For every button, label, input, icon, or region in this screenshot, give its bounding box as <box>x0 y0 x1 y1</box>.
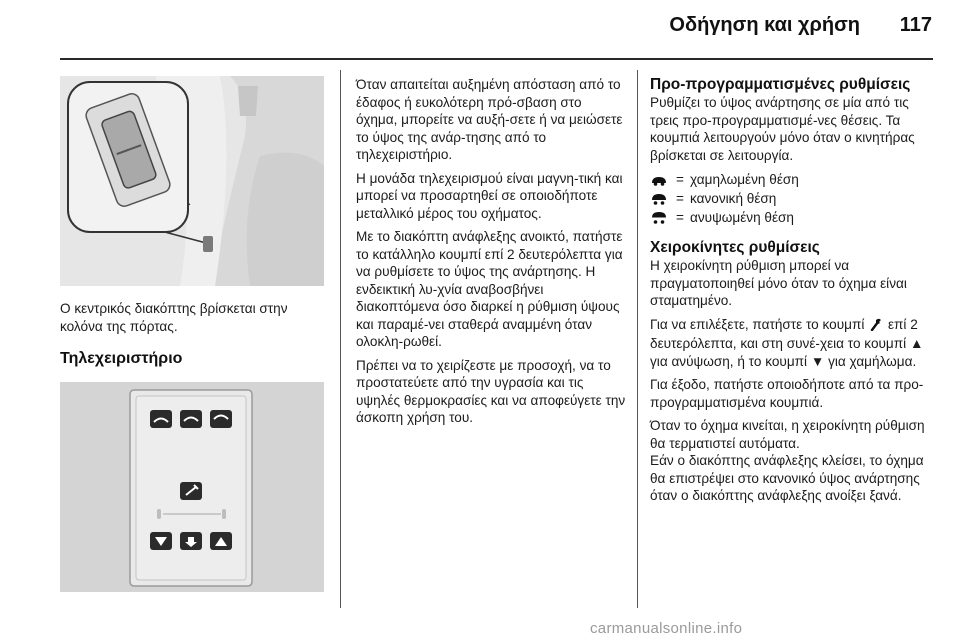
section-heading-presets: Προ-προγραμματισμένες ρυθμίσεις <box>650 76 911 93</box>
paragraph-manual-select <box>650 316 935 371</box>
paragraph: Όταν απαιτείται αυξημένη απόσταση από το έδαφος ή ευκολότερη πρό-σβαση στο όχημα, μπορείτε να αυξή-σετε ή να μειώσετε το ύψος της ανάρ-τησης από το τηλεχειριστήριο. <box>356 77 623 162</box>
up-arrow-icon: ▲ <box>909 336 924 351</box>
remote-control-illustration <box>60 382 324 592</box>
text-fragment: για ανύψωση, ή το κουμπί <box>650 353 808 369</box>
paragraph: Για έξοδο, πατήστε οποιοδήποτε από τα προ-προγραμματισμένα κουμπιά. <box>650 377 924 410</box>
column-divider <box>340 70 341 608</box>
figure-caption: Ο κεντρικός διακόπτης βρίσκεται στην κολόνα της πόρτας. <box>60 301 288 334</box>
equals-sign: = <box>676 190 684 206</box>
paragraph: Πρέπει να το χειρίζεστε με προσοχή, να το προστατεύετε από την υγρασία και τις υψηλές θερμοκρασίες και να αποφεύγετε την άσκοπη χρήση του. <box>356 357 626 425</box>
preset-buttons <box>150 410 232 428</box>
door-pillar-illustration <box>60 76 324 286</box>
section-heading-remote: Τηλεχειριστήριο <box>60 350 183 367</box>
watermark: carmanualsonline.info <box>590 620 743 637</box>
car-raised-icon <box>650 212 668 224</box>
paragraph: Εάν ο διακόπτης ανάφλεξης κλείσει, το όχημα θα επιστρέψει στο κανονικό ύψος ανάρτησης όταν ο διακόπτης ανάφλεξης ανοίξει ξανά. <box>650 453 924 503</box>
down-arrow-icon: ▼ <box>810 353 825 369</box>
paragraph: Η μονάδα τηλεχειρισμού είναι μαγνη-τική και μπορεί να προσαρτηθεί σε οποιοδήποτε μεταλλικό μέρος του οχήματος. <box>356 170 623 221</box>
wrench-icon <box>870 318 882 336</box>
right-column <box>650 76 935 511</box>
header-rule <box>60 58 933 60</box>
equals-sign: = <box>676 209 684 225</box>
position-label: χαμηλωμένη θέση <box>690 171 799 187</box>
car-lowered-icon <box>650 174 668 186</box>
column-divider <box>637 70 638 608</box>
list-item <box>650 170 935 189</box>
list-item <box>650 189 935 208</box>
text-fragment: επί 2 δευτερόλεπτα, και στη συνέ-χεια το κουμπί <box>650 316 918 351</box>
position-label: ανυψωμένη θέση <box>690 209 794 225</box>
equals-sign: = <box>676 171 684 187</box>
car-normal-icon <box>650 193 668 205</box>
middle-column <box>356 76 626 433</box>
section-heading-manual: Χειροκίνητες ρυθμίσεις <box>650 239 820 256</box>
page-number: 117 <box>899 14 932 36</box>
paragraph: Η χειροκίνητη ρύθμιση μπορεί να πραγματοποιηθεί μόνο όταν το όχημα είναι σταματημένο. <box>650 258 907 308</box>
running-header-title: Οδήγηση και χρήση <box>669 14 860 36</box>
list-item <box>650 208 935 227</box>
text-fragment: για χαμήλωμα. <box>828 353 917 369</box>
position-list <box>650 170 935 227</box>
figure-door-pillar-switch <box>60 76 324 286</box>
figure-remote-control <box>60 382 324 592</box>
paragraph: Με το διακόπτη ανάφλεξης ανοικτό, πατήστε το κατάλληλο κουμπί επί 2 δευτερόλεπτα για να ρυθμίσετε το ύψος της ανάρτησης. Η ενδεικτική λυ-χνία αναβοσβήνει διακοπτόμενα όσο διαρκεί η ρύθμιση ύψους και παραμέ-νει σταθερά αναμμένη όταν ολοκλη-ρωθεί. <box>356 229 623 349</box>
paragraph: Ρυθμίζει το ύψος ανάρτησης σε μία από τις τρεις προ-προγραμματισμέ-νες θέσεις. Τα κουμπιά λειτουργούν μόνο όταν ο κινητήρας βρίσκεται σε λειτουργία. <box>650 95 915 163</box>
text-fragment: Για να επιλέξετε, πατήστε το κουμπί <box>650 316 865 332</box>
position-label: κανονική θέση <box>690 190 777 206</box>
paragraph: Όταν το όχημα κινείται, η χειροκίνητη ρύθμιση θα τερματιστεί αυτόματα. <box>650 418 925 451</box>
